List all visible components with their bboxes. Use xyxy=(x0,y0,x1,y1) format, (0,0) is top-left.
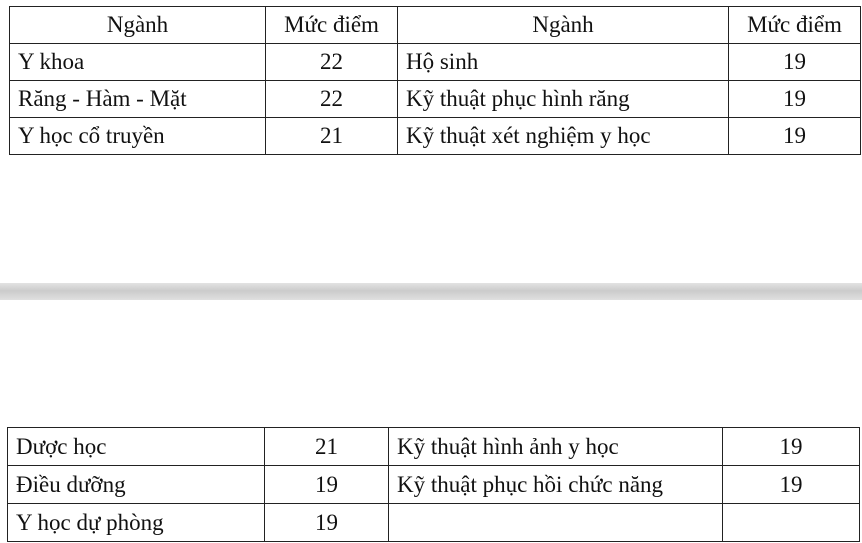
header-major-2: Ngành xyxy=(398,7,729,44)
table-row xyxy=(10,81,861,118)
score-cell: 21 xyxy=(266,118,398,155)
table-row xyxy=(10,118,861,155)
score-cell: 19 xyxy=(729,81,861,118)
score-cell xyxy=(723,504,860,542)
major-cell: Kỹ thuật xét nghiệm y học xyxy=(398,118,729,155)
table-row xyxy=(8,504,860,542)
major-cell: Hộ sinh xyxy=(398,44,729,81)
score-cell: 19 xyxy=(723,466,860,504)
header-score-2: Mức điểm xyxy=(729,7,861,44)
major-cell: Y học cổ truyền xyxy=(10,118,266,155)
score-cell: 22 xyxy=(266,81,398,118)
major-cell: Y học dự phòng xyxy=(8,504,265,542)
score-cell: 19 xyxy=(723,428,860,466)
major-cell: Điều dưỡng xyxy=(8,466,265,504)
section-divider xyxy=(0,283,862,300)
score-cell: 19 xyxy=(265,466,389,504)
major-cell: Kỹ thuật phục hồi chức năng xyxy=(389,466,723,504)
major-cell: Răng - Hàm - Mặt xyxy=(10,81,266,118)
score-cell: 22 xyxy=(266,44,398,81)
score-cell: 19 xyxy=(729,44,861,81)
major-cell: Y khoa xyxy=(10,44,266,81)
major-cell: Kỹ thuật hình ảnh y học xyxy=(389,428,723,466)
score-cell: 19 xyxy=(729,118,861,155)
header-score-1: Mức điểm xyxy=(266,7,398,44)
table-row xyxy=(8,428,860,466)
major-cell: Kỹ thuật phục hình răng xyxy=(398,81,729,118)
score-cell: 21 xyxy=(265,428,389,466)
major-cell xyxy=(389,504,723,542)
major-cell: Dược học xyxy=(8,428,265,466)
score-table-bottom xyxy=(7,427,860,542)
score-cell: 19 xyxy=(265,504,389,542)
table-row xyxy=(8,466,860,504)
score-table-top xyxy=(9,6,861,155)
header-major-1: Ngành xyxy=(10,7,266,44)
table-header-row xyxy=(10,7,861,44)
table-row xyxy=(10,44,861,81)
